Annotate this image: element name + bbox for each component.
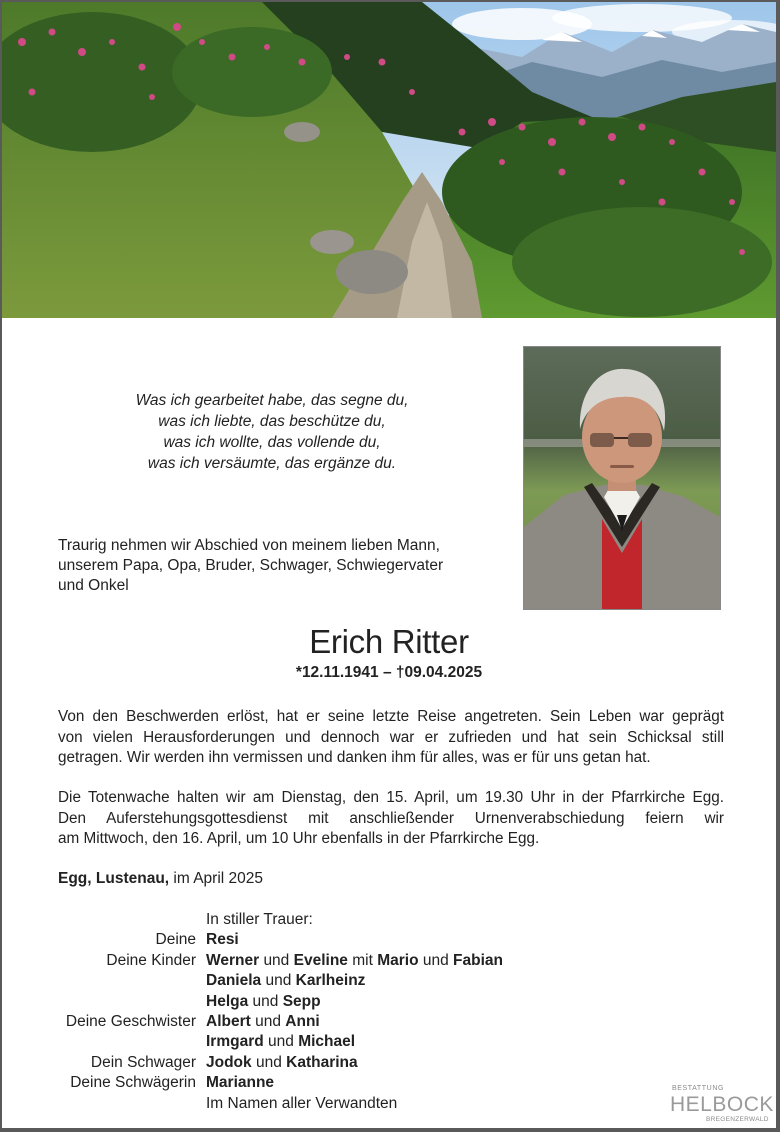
mourner-name: Werner	[206, 951, 260, 969]
mourner-row	[2, 1053, 776, 1073]
mourner-row	[2, 1012, 776, 1032]
portrait-photo	[523, 346, 721, 610]
obituary-page	[2, 2, 776, 1128]
logo-top-text: BESTATTUNG	[672, 1085, 725, 1092]
poem-line: was ich liebte, das beschütze du,	[158, 413, 386, 430]
mourner-label: Deine Geschwister	[65, 1012, 196, 1030]
mourner-row	[2, 1094, 776, 1114]
mourner-name: Katharina	[286, 1053, 358, 1071]
deceased-name: Erich Ritter	[309, 623, 469, 660]
mourner-row	[2, 951, 776, 971]
mourner-name: Daniela	[206, 972, 262, 990]
mourner-name: Resi	[206, 931, 239, 949]
mourners-heading-row	[2, 910, 776, 930]
mourner-name: Michael	[298, 1033, 356, 1051]
mourner-name: Jodok	[206, 1053, 252, 1071]
mourner-name: Karlheinz	[295, 972, 366, 990]
connector-word: und	[255, 1053, 282, 1071]
connector-word: und	[263, 951, 290, 969]
funeral-home-logo	[668, 1084, 772, 1124]
banner-landscape-image	[2, 2, 776, 318]
mourners-heading: In stiller Trauer:	[206, 911, 313, 928]
paragraph-line: am Mittwoch, den 16. April, um 10 Uhr ebenfalls in der Pfarrkirche Egg.	[58, 830, 540, 847]
poem-line: Was ich gearbeitet habe, das segne du,	[135, 392, 409, 409]
intro-line: unserem Papa, Opa, Bruder, Schwager, Schwiegervater	[58, 557, 444, 574]
place-date	[58, 870, 263, 888]
paragraph-life	[58, 707, 724, 769]
logo-name: HELBOCK	[670, 1093, 774, 1116]
poem-line: was ich wollte, das vollende du,	[163, 434, 381, 451]
mourner-name: Helga	[206, 992, 249, 1010]
mourner-name: Albert	[206, 1012, 251, 1030]
mourner-name: Fabian	[453, 951, 503, 969]
connector-word: und	[252, 992, 279, 1010]
mourner-row	[2, 1032, 776, 1052]
poem	[62, 390, 482, 474]
paragraph-line: getragen. Wir werden ihn vermissen und danken ihm für alles, was er für uns getan hat.	[58, 749, 651, 766]
mourner-name: Marianne	[206, 1074, 275, 1092]
place-month: im April 2025	[169, 870, 264, 887]
logo-bottom-text: BREGENZERWALD	[706, 1116, 769, 1123]
connector-word: und	[265, 972, 292, 990]
mourner-name: Mario	[377, 951, 419, 969]
paragraph-services	[58, 788, 724, 850]
mourner-name: Eveline	[293, 951, 348, 969]
paragraph-line: Den Auferstehungsgottesdienst mit anschließender Urnenverabschiedung feiern wir	[58, 809, 724, 827]
mourner-name: Anni	[285, 1012, 320, 1030]
mountain-meadow-landscape-icon	[2, 2, 776, 318]
intro-line: und Onkel	[58, 577, 129, 594]
mourner-row	[2, 1073, 776, 1093]
connector-word: und	[268, 1033, 294, 1051]
relatives-line: Im Namen aller Verwandten	[206, 1094, 398, 1112]
place-location: Egg, Lustenau,	[58, 870, 170, 887]
paragraph-line: Von den Beschwerden erlöst, hat er seine letzte Reise angetreten. Sein Leben war geprägt	[58, 708, 724, 725]
mourner-row	[2, 971, 776, 991]
mourner-row	[2, 992, 776, 1012]
mourner-label: Dein Schwager	[90, 1053, 196, 1071]
mourner-name: Irmgard	[206, 1033, 264, 1051]
connector-word: und	[255, 1012, 281, 1030]
paragraph-line: von vielen Herausforderungen und dennoch war er zufrieden und hat sein Schicksal still	[58, 728, 724, 746]
intro-text	[58, 536, 498, 596]
mourners-list	[2, 910, 776, 1114]
mourner-label: Deine Kinder	[106, 951, 196, 969]
poem-line: was ich versäumte, das ergänze du.	[147, 455, 397, 472]
mourner-name: Sepp	[282, 992, 321, 1010]
connector-word: mit	[352, 951, 373, 969]
intro-line: Traurig nehmen wir Abschied von meinem lieben Mann,	[58, 537, 440, 554]
portrait-photo-icon	[524, 347, 720, 609]
mourner-label: Deine	[155, 931, 196, 949]
deceased-dates: *12.11.1941 – †09.04.2025	[295, 664, 483, 681]
connector-word: und	[422, 951, 449, 969]
paragraph-line: Die Totenwache halten wir am Dienstag, den 15. April, um 19.30 Uhr in der Pfarrkirche Egg.	[58, 789, 724, 806]
mourner-label: Deine Schwägerin	[70, 1074, 196, 1092]
mourner-row	[2, 930, 776, 950]
